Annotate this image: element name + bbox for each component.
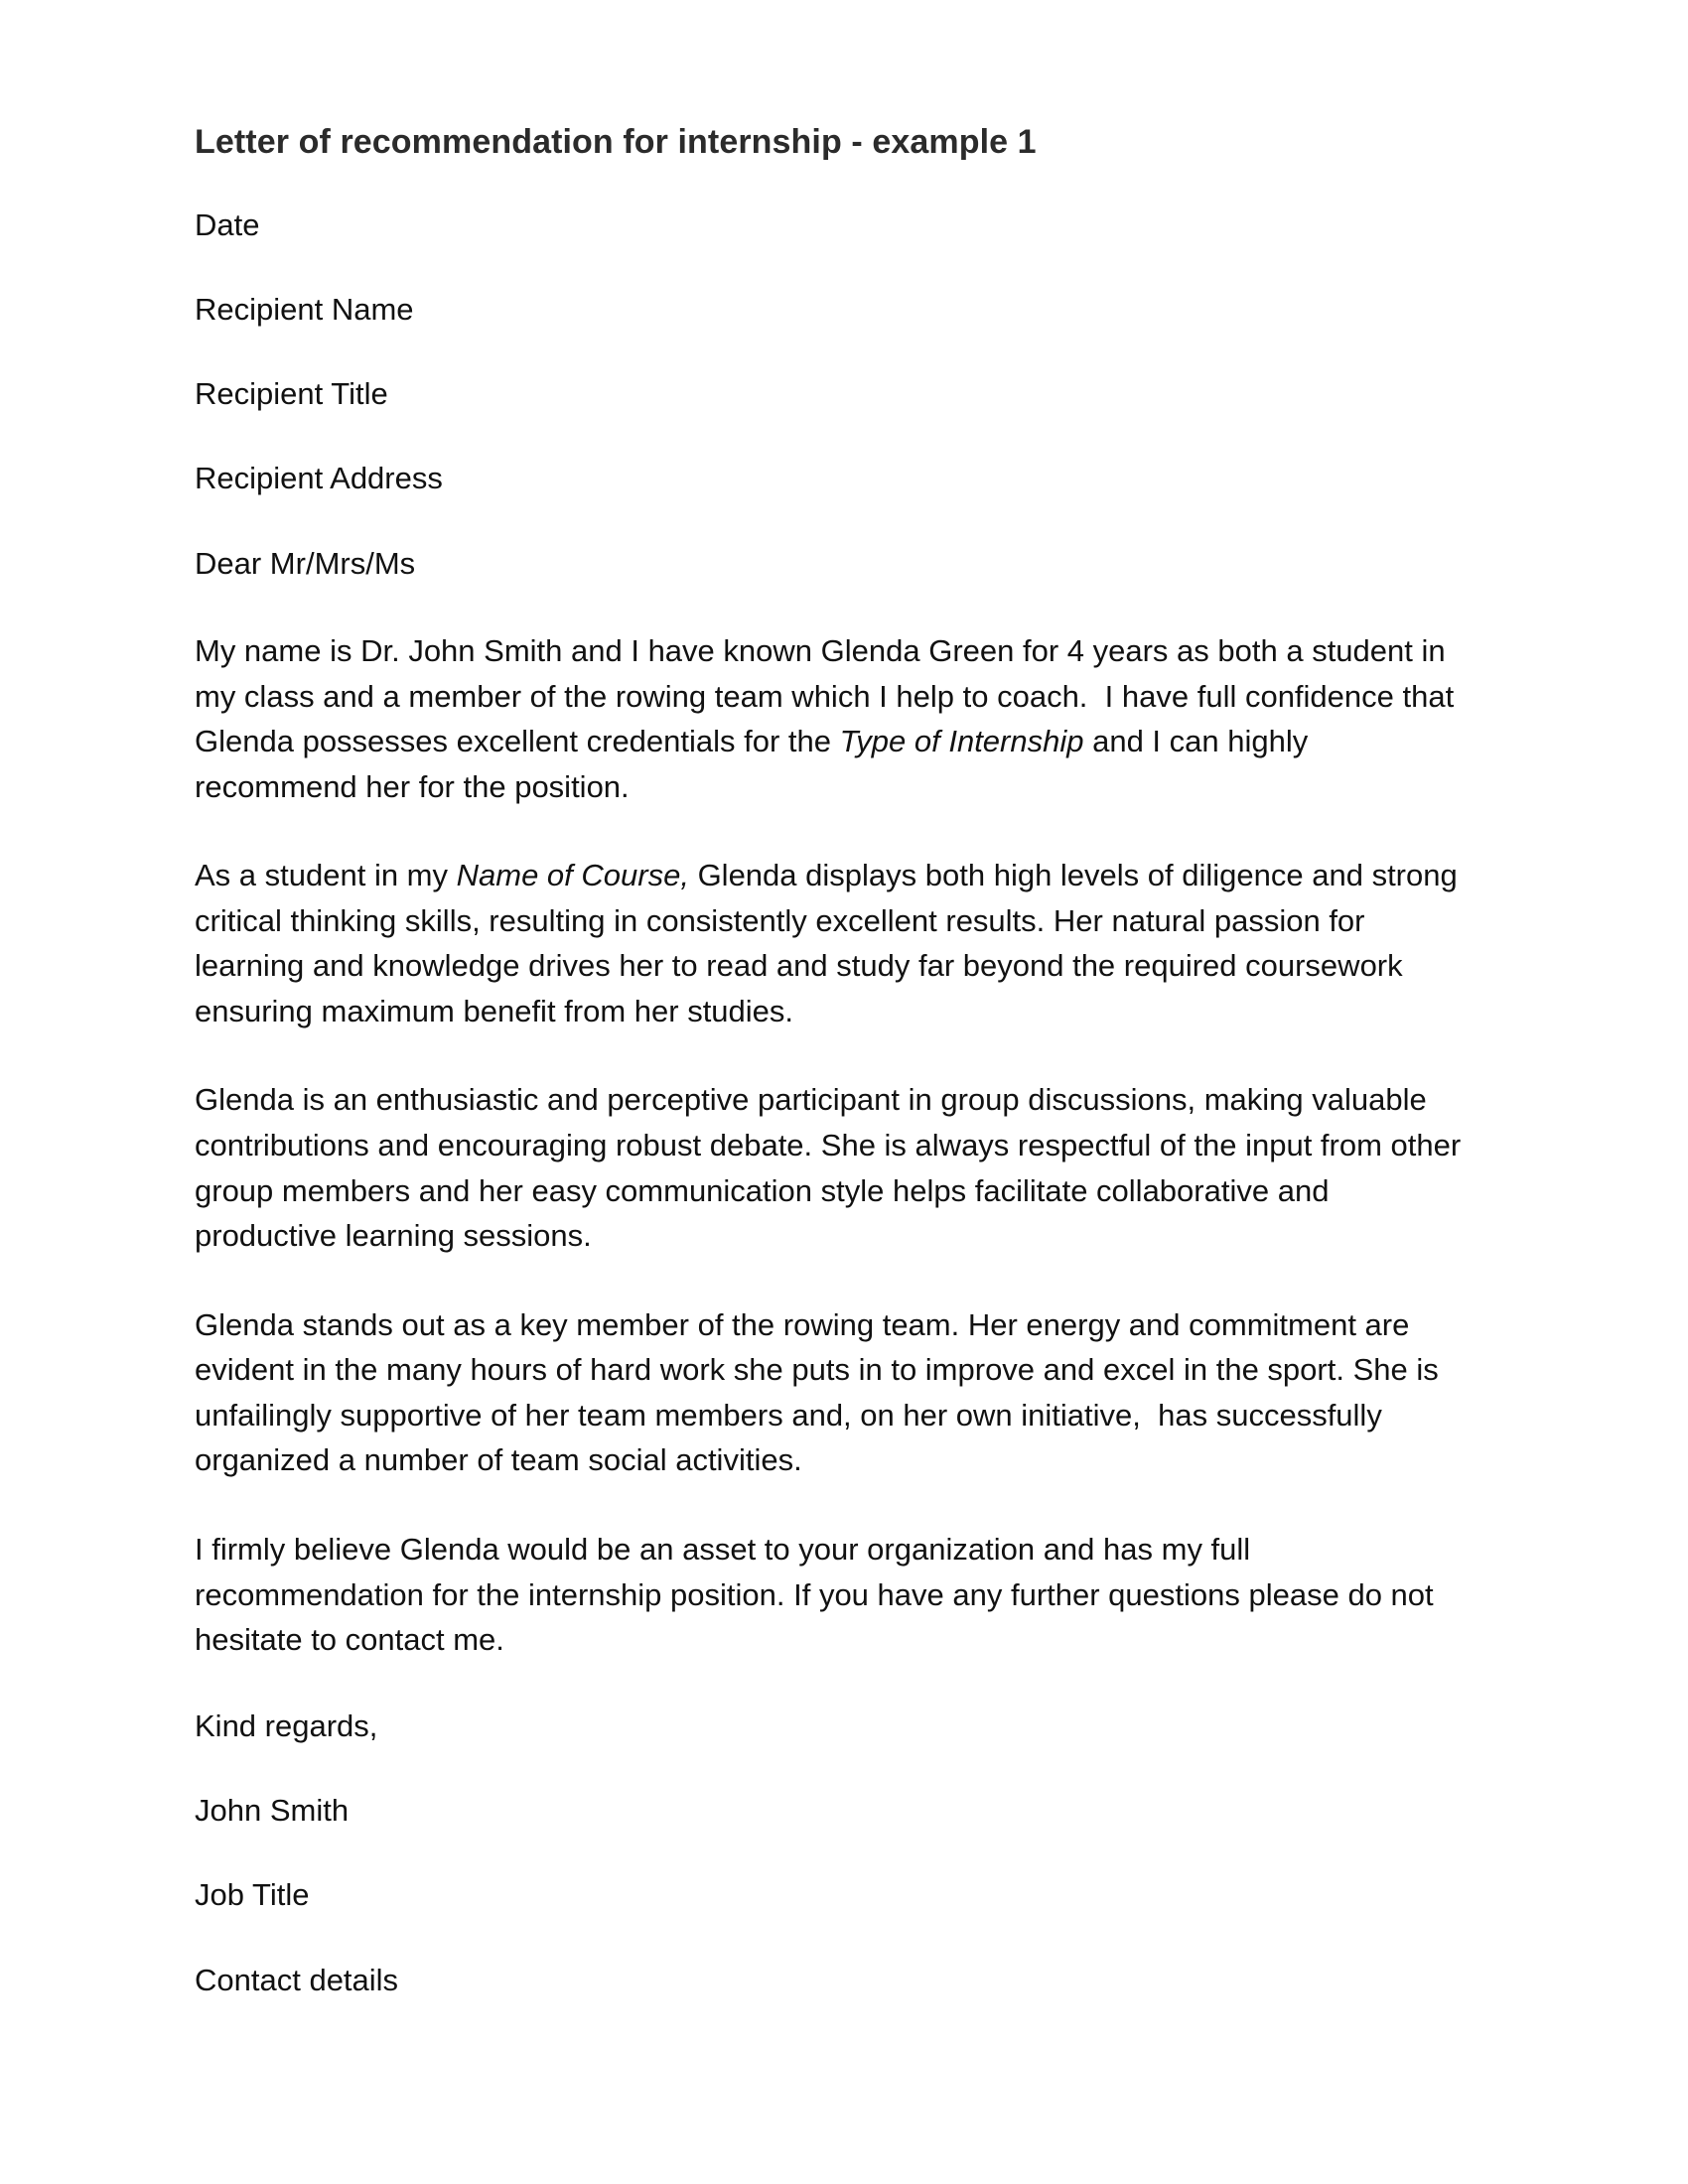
closing-salutation: Kind regards, [195,1707,378,1743]
letter-line-recipient-name: Recipient Name [195,291,414,327]
paragraph-2-text-before-emphasis: As a student in my [195,858,457,893]
paragraph-2-emphasis-placeholder: Name of Course, [456,858,689,893]
body-paragraph-5 [195,1527,1476,1663]
letter-body [195,121,1485,2000]
page-title: Letter of recommendation for internship - example 1 [195,123,1037,161]
body-paragraph-3 [195,1077,1476,1258]
paragraph-1-emphasis-placeholder: Type of Internship [839,724,1084,759]
paragraph-5-text: I firmly believe Glenda would be an asset to your organization and has my full recommendation for the internship position. If you have any further questions please do not hesitate to contact me. [195,1531,1443,1658]
letter-line-recipient-title: Recipient Title [195,376,388,412]
signer-job-title: Job Title [195,1877,310,1913]
letter-line-salutation: Dear Mr/Mrs/Ms [195,545,416,581]
signer-contact-details: Contact details [195,1962,399,1997]
body-paragraph-2 [195,853,1476,1033]
letter-line-recipient-address: Recipient Address [195,461,443,496]
paragraph-4-text: Glenda stands out as a key member of the rowing team. Her energy and commitment are evident in the many hours of hard work she puts in to improve and excel in the sport. She is unfailingly supportive of her team members and, on her own initiative, has successfully organized a number of team social activities. [195,1306,1448,1478]
letter-line-date: Date [195,206,260,242]
signer-name: John Smith [195,1792,350,1828]
paragraph-1-text-after-emphasis: and I can highly recommend her for the position. [195,724,1317,804]
paragraph-3-text: Glenda is an enthusiastic and perceptive participant in group discussions, making valuable contributions and encouraging robust debate. She is always respectful of the input from other group members and her easy communication style helps facilitate collaborative and productive learning sessions. [195,1082,1470,1254]
body-paragraph-1 [195,628,1476,809]
paragraph-2-text-after-emphasis: Glenda displays both high levels of diligence and strong critical thinking skills, resulting in consistently excellent results. Her natural passion for learning and knowledge drives her to read and study far beyond the required coursework ensuring maximum benefit from her studies. [195,858,1467,1028]
body-paragraph-4 [195,1302,1476,1483]
paragraph-1-text-before-emphasis: My name is Dr. John Smith and I have known Glenda Green for 4 years as both a student in my class and a member of the rowing team which I help to coach. I have full confidence that Glenda possesses excellent credentials for the [195,632,1463,759]
